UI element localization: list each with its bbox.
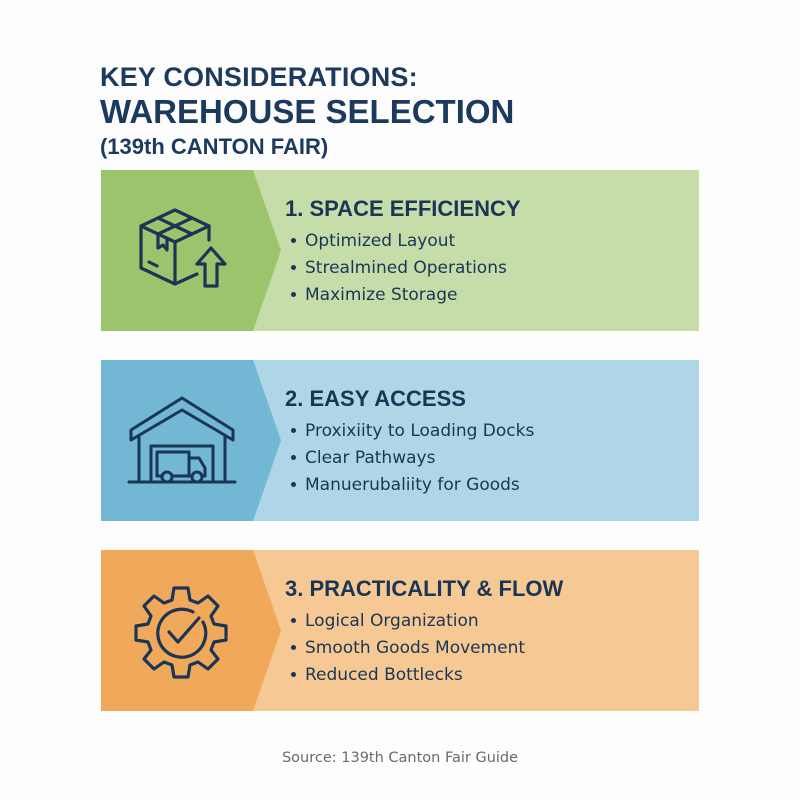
card-bullet-list xyxy=(285,228,521,309)
title-line2: WAREHOUSE SELECTION xyxy=(100,93,515,130)
card-icon-panel xyxy=(101,550,281,711)
title-subtitle: (139th CANTON FAIR) xyxy=(100,134,329,159)
list-item: Manuerubaliity for Goods xyxy=(291,472,534,499)
list-item: Strealmined Operations xyxy=(291,255,521,282)
card-text xyxy=(285,384,534,499)
card-bullet-list xyxy=(285,608,563,689)
list-item: Maximize Storage xyxy=(291,282,521,309)
title-line1: KEY CONSIDERATIONS: xyxy=(100,62,418,92)
list-item: Optimized Layout xyxy=(291,228,521,255)
bullet-icon xyxy=(291,238,296,243)
card-practicality-flow xyxy=(101,550,699,711)
box-upload-icon xyxy=(131,202,231,302)
list-item: Reduced Bottlecks xyxy=(291,662,563,689)
list-item: Logical Organization xyxy=(291,608,563,635)
card-icon-panel xyxy=(101,360,281,521)
bullet-icon xyxy=(291,292,296,297)
bullet-icon xyxy=(291,428,296,433)
bullet-icon xyxy=(291,618,296,623)
bullet-icon xyxy=(291,645,296,650)
list-item: Smooth Goods Movement xyxy=(291,635,563,662)
card-heading: 1. SPACE EFFICIENCY xyxy=(285,196,521,221)
bullet-icon xyxy=(291,265,296,270)
card-icon-panel xyxy=(101,170,281,331)
title-block xyxy=(100,60,514,162)
card-text xyxy=(285,194,521,309)
card-bullet-list xyxy=(285,418,534,499)
gear-check-icon xyxy=(131,582,231,682)
warehouse-truck-icon xyxy=(127,392,237,492)
source-caption: Source: 139th Canton Fair Guide xyxy=(281,750,519,766)
list-item: Clear Pathways xyxy=(291,445,534,472)
card-heading: 3. PRACTICALITY & FLOW xyxy=(285,576,564,601)
card-easy-access xyxy=(101,360,699,521)
bullet-icon xyxy=(291,482,296,487)
bullet-icon xyxy=(291,455,296,460)
bullet-icon xyxy=(291,672,296,677)
card-space-efficiency xyxy=(101,170,699,331)
card-heading: 2. EASY ACCESS xyxy=(285,386,466,411)
card-text xyxy=(285,574,563,689)
list-item: Proxixiity to Loading Docks xyxy=(291,418,534,445)
